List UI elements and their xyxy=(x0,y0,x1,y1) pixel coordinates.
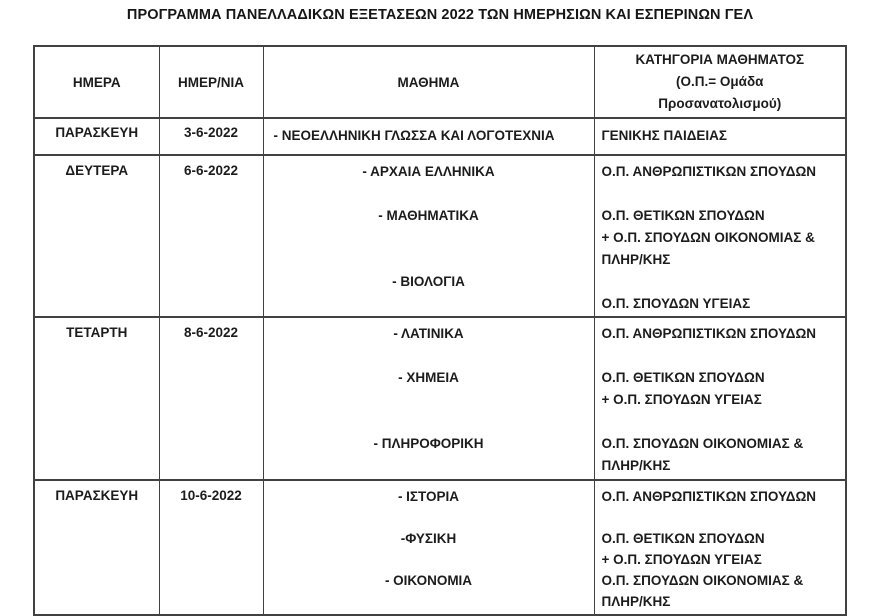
category-cell xyxy=(594,155,846,317)
cell-line xyxy=(264,227,594,249)
day-cell: ΤΕΤΑΡΤΗ xyxy=(34,317,159,480)
header-cell-category xyxy=(594,46,846,118)
cell-line: Ο.Π. ΣΠΟΥΔΩΝ ΟΙΚΟΝΟΜΙΑΣ & xyxy=(601,436,804,451)
cell-line xyxy=(264,591,594,612)
cell-line xyxy=(264,507,594,528)
header-cell-subject: ΜΑΘΗΜΑ xyxy=(263,46,594,118)
cell-line xyxy=(264,549,594,570)
table-row xyxy=(34,480,846,615)
header-cell-day: ΗΜΕΡΑ xyxy=(34,46,159,118)
cell-line xyxy=(602,271,842,293)
cell-line: - ΜΑΘΗΜΑΤΙΚΑ xyxy=(378,208,479,223)
cell-line: + Ο.Π. ΣΠΟΥΔΩΝ ΥΓΕΙΑΣ xyxy=(601,552,762,567)
table-row xyxy=(34,155,846,317)
header-cell-date: ΗΜΕΡ/ΝΙΑ xyxy=(159,46,263,118)
category-cell xyxy=(594,480,846,615)
cell-line: ΓΕΝΙΚΗΣ ΠΑΙΔΕΙΑΣ xyxy=(601,128,728,143)
page-title: ΠΡΟΓΡΑΜΜΑ ΠΑΝΕΛΛΑΔΙΚΩΝ ΕΞΕΤΑΣΕΩΝ 2022 ΤΩΝ ΗΜΕΡΗΣΙΩΝ ΚΑΙ ΕΣΠΕΡΙΝΩΝ ΓΕΛ xyxy=(126,7,754,23)
cell-line: ΚΑΤΗΓΟΡΙΑ ΜΑΘΗΜΑΤΟΣ xyxy=(635,52,805,67)
subject-cell xyxy=(263,118,594,155)
cell-line: Ο.Π. ΘΕΤΙΚΩΝ ΣΠΟΥΔΩΝ xyxy=(601,531,765,546)
day-cell: ΠΑΡΑΣΚΕΥΗ xyxy=(34,118,159,155)
date-cell: 3-6-2022 xyxy=(159,118,263,155)
cell-line: - ΑΡΧΑΙΑ ΕΛΛΗΝΙΚΑ xyxy=(362,164,495,179)
cell-line xyxy=(264,293,594,315)
cell-line: - ΛΑΤΙΝΙΚΑ xyxy=(393,326,464,341)
subject-cell xyxy=(263,155,594,317)
cell-line: + Ο.Π. ΣΠΟΥΔΩΝ ΟΙΚΟΝΟΜΙΑΣ & xyxy=(601,230,815,245)
cell-line: ΠΛΗΡ/ΚΗΣ xyxy=(601,458,671,473)
cell-line: Ο.Π. ΑΝΘΡΩΠΙΣΤΙΚΩΝ ΣΠΟΥΔΩΝ xyxy=(601,489,817,504)
date-cell: 10-6-2022 xyxy=(159,480,263,615)
category-cell xyxy=(594,317,846,480)
cell-line: (Ο.Π.= Ομάδα xyxy=(676,74,764,89)
cell-line: Ο.Π. ΘΕΤΙΚΩΝ ΣΠΟΥΔΩΝ xyxy=(601,208,765,223)
cell-line: - ΧΗΜΕΙΑ xyxy=(398,370,459,385)
date-cell: 8-6-2022 xyxy=(159,317,263,480)
cell-line: Ο.Π. ΑΝΘΡΩΠΙΣΤΙΚΩΝ ΣΠΟΥΔΩΝ xyxy=(601,164,817,179)
table-row xyxy=(34,317,846,480)
cell-line xyxy=(264,455,594,477)
category-cell xyxy=(594,118,846,155)
cell-line: Ο.Π. ΣΠΟΥΔΩΝ ΥΓΕΙΑΣ xyxy=(601,296,751,311)
cell-line: Ο.Π. ΘΕΤΙΚΩΝ ΣΠΟΥΔΩΝ xyxy=(601,370,765,385)
cell-line xyxy=(602,345,842,367)
cell-line: ΠΛΗΡ/ΚΗΣ xyxy=(601,252,671,267)
cell-line xyxy=(264,389,594,411)
cell-line: + Ο.Π. ΣΠΟΥΔΩΝ ΥΓΕΙΑΣ xyxy=(601,392,762,407)
subject-cell xyxy=(263,480,594,615)
cell-line: - ΝΕΟΕΛΛΗΝΙΚΗ ΓΛΩΣΣΑ ΚΑΙ ΛΟΓΟΤΕΧΝΙΑ xyxy=(273,128,555,143)
cell-line xyxy=(264,183,594,205)
day-cell: ΔΕΥΤΕΡΑ xyxy=(34,155,159,317)
cell-line: -ΦΥΣΙΚΗ xyxy=(400,531,457,546)
cell-line: - ΒΙΟΛΟΓΙΑ xyxy=(392,274,465,289)
cell-line xyxy=(602,183,842,205)
cell-line xyxy=(264,345,594,367)
date-cell: 6-6-2022 xyxy=(159,155,263,317)
header-row xyxy=(34,46,846,118)
subject-cell xyxy=(263,317,594,480)
cell-line: Προσανατολισμού) xyxy=(658,96,782,111)
cell-line: - ΙΣΤΟΡΙΑ xyxy=(397,489,460,504)
cell-line xyxy=(602,507,842,528)
day-cell: ΠΑΡΑΣΚΕΥΗ xyxy=(34,480,159,615)
cell-line: Ο.Π. ΣΠΟΥΔΩΝ ΟΙΚΟΝΟΜΙΑΣ & xyxy=(601,573,804,588)
cell-line xyxy=(602,411,842,433)
cell-line: - ΠΛΗΡΟΦΟΡΙΚΗ xyxy=(373,436,484,451)
cell-line xyxy=(264,411,594,433)
cell-line: - ΟΙΚΟΝΟΜΙΑ xyxy=(384,573,473,588)
cell-line: Ο.Π. ΑΝΘΡΩΠΙΣΤΙΚΩΝ ΣΠΟΥΔΩΝ xyxy=(601,326,817,341)
table-row xyxy=(34,118,846,155)
cell-line: ΠΛΗΡ/ΚΗΣ xyxy=(601,594,671,609)
exam-schedule-table xyxy=(33,45,847,616)
cell-line xyxy=(264,249,594,271)
